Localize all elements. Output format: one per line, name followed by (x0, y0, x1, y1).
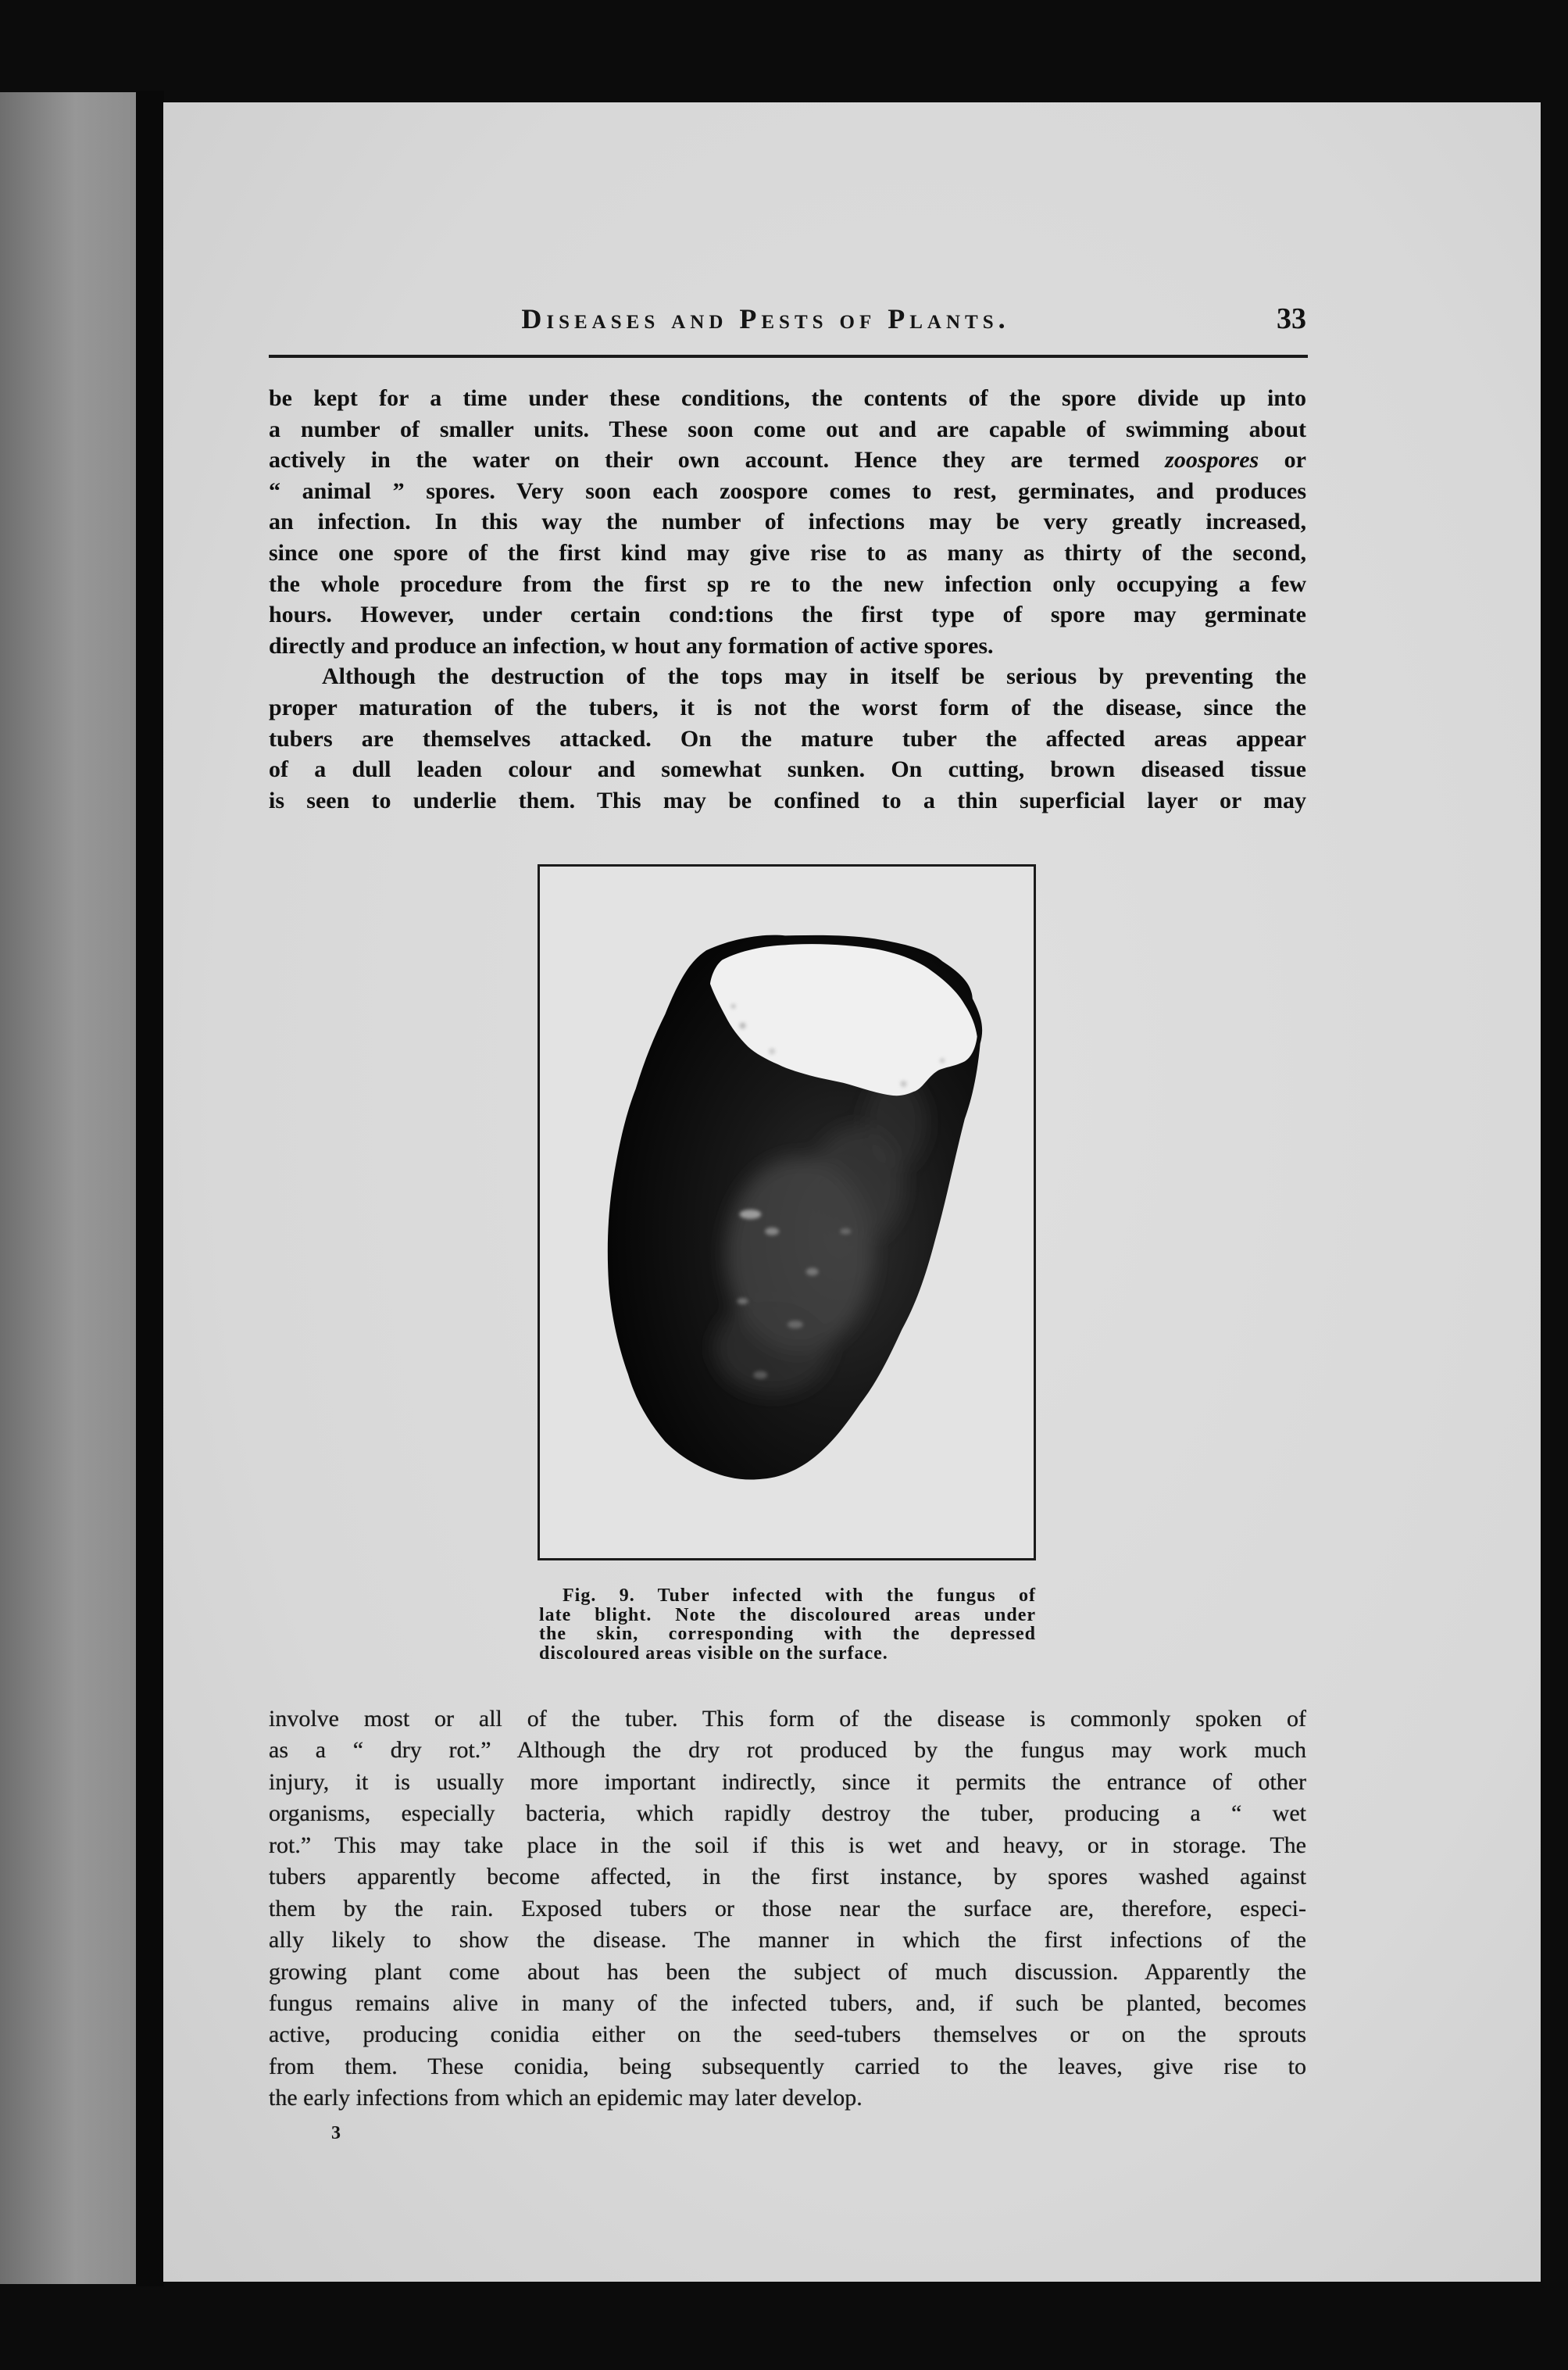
figure-frame (538, 864, 1036, 1560)
text-line: since one spore of the first kind may give rise to as many as thirty of the second, (269, 539, 1306, 566)
text-line: tubers are themselves attacked. On the mature tuber the affected areas appear (269, 725, 1306, 752)
text-line: fungus remains alive in many of the infected tubers, and, if such be planted, becomes (269, 1989, 1306, 2016)
text-line: directly and produce an infection, w hout any formation of active spores. (269, 632, 994, 659)
caption-line: the skin, corresponding with the depressed (539, 1625, 1036, 1644)
text-line: the whole procedure from the first sp re to the new infection only occupying a few (269, 570, 1306, 597)
text-line: hours. However, under certain cond:tions the first type of spore may germinate (269, 602, 1306, 628)
text-line: involve most or all of the tuber. This form of the disease is commonly spoken of (269, 1706, 1306, 1732)
text-line: is seen to underlie them. This may be confined to a thin superficial layer or may (269, 787, 1306, 813)
text-line: an infection. In this way the number of infections may be very greatly increased, (269, 509, 1306, 535)
text-line: growing plant come about has been the subject of much discussion. Apparently the (269, 1958, 1306, 1985)
text-line: “ animal ” spores. Very soon each zoospore comes to rest, germinates, and produces (269, 477, 1306, 504)
text-line: the early infections from which an epidemic may later develop. (269, 2085, 863, 2111)
caption-line: Fig. 9. Tuber infected with the fungus of (563, 1586, 1036, 1606)
text-line: tubers apparently become affected, in the first instance, by spores washed against (269, 1864, 1306, 1890)
italic-term: zoospores (1165, 447, 1259, 474)
text-line: ally likely to show the disease. The manner in which the first infections of the (269, 1927, 1306, 1954)
caption-line: discoloured areas visible on the surface. (539, 1643, 888, 1663)
text-line: active, producing conidia either on the seed-tubers themselves or on the sprouts (269, 2021, 1306, 2048)
lower-text-block (269, 1703, 1306, 2114)
page-number: 33 (1277, 302, 1306, 335)
gutter-shadow (136, 91, 164, 2286)
text-line: of a dull leaden colour and somewhat sunken. On cutting, brown diseased tissue (269, 756, 1306, 783)
text-segment: or (1259, 447, 1306, 474)
text-line: as a “ dry rot.” Although the dry rot produced by the fungus may work much (269, 1737, 1306, 1764)
signature-mark: 3 (331, 2123, 341, 2143)
running-head: Diseases and Pests of Plants. (521, 303, 1010, 334)
text-line: a number of smaller units. These soon come out and are capable of swimming about (269, 416, 1306, 442)
header-rule (269, 355, 1308, 358)
text-line: from them. These conidia, being subsequently carried to the leaves, give rise to (269, 2053, 1306, 2079)
text-line: be kept for a time under these conditions, the contents of the spore divide up into (269, 385, 1306, 411)
figure-caption (539, 1586, 1036, 1663)
tuber-photograph (540, 867, 1034, 1558)
text-line (269, 445, 1306, 476)
text-line: organisms, especially bacteria, which rapidly destroy the tuber, producing a “ wet (269, 1800, 1306, 1827)
text-line: Although the destruction of the tops may in itself be serious by preventing the (322, 663, 1306, 690)
upper-text-block (269, 383, 1306, 816)
text-line: them by the rain. Exposed tubers or those near the surface are, therefore, especi- (269, 1895, 1306, 1921)
caption-line: late blight. Note the discoloured areas under (539, 1605, 1036, 1625)
text-line: injury, it is usually more important indirectly, since it permits the entrance of other (269, 1768, 1306, 1795)
text-segment: actively in the water on their own account. Hence they are termed (269, 447, 1166, 474)
text-line: rot.” This may take place in the soil if this is wet and heavy, or in storage. The (269, 1832, 1306, 1858)
facing-page-edge (0, 92, 138, 2284)
text-line: proper maturation of the tubers, it is not the worst form of the disease, since the (269, 694, 1306, 720)
